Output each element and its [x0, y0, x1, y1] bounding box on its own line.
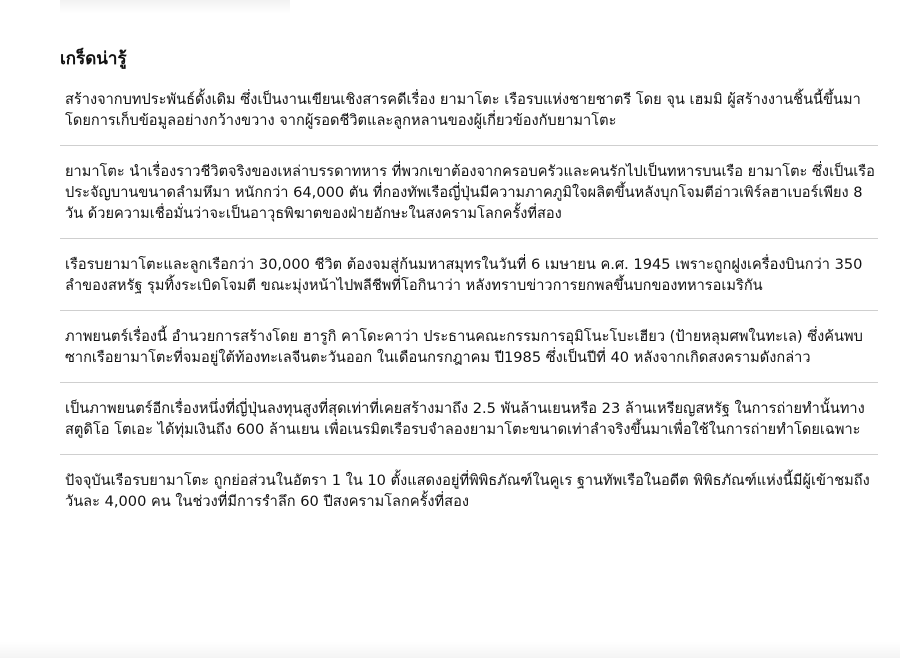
trivia-text: เรือรบยามาโตะและลูกเรือกว่า 30,000 ชีวิต ต้องจมสู่ก้นมหาสมุทรในวันที่ 6 เมษายน ค.ศ. 1945 เพราะถูกฝูงเครื่องบินกว่า 350 ลำของสหรัฐ รุมทิ้งระเบิดโจมตี ขณะมุ่งหน้าไปพลีชีพที่โอกินาว่า หลังทราบข่าวการยกพลขึ้นบกของทหารอเมริกัน [65, 256, 863, 294]
trivia-item [60, 463, 878, 526]
trivia-item [60, 391, 878, 455]
trivia-item [60, 319, 878, 383]
bottom-fade [0, 642, 900, 658]
trivia-text: ยามาโตะ นำเรื่องราวชีวิตจริงของเหล่าบรรดาทหาร ที่พวกเขาต้องจากครอบครัวและคนรักไปเป็นทหารบนเรือ ยามาโตะ ซึ่งเป็นเรือประจัญบานขนาดลำมหึมา หนักกว่า 64,000 ตัน ที่กองทัพเรือญี่ปุ่นมีความภาคภูมิใจผลิตขึ้นหลังบุกโจมตีอ่าวเพิร์ลฮาเบอร์เพียง 8 วัน ด้วยความเชื่อมั่นว่าจะเป็นอาวุธพิฆาตของฝ่ายอักษะในสงครามโลกครั้งที่สอง [65, 163, 875, 222]
section-heading: เกร็ดน่ารู้ [60, 49, 127, 69]
trivia-text: สร้างจากบทประพันธ์ดั้งเดิม ซึ่งเป็นงานเขียนเชิงสารคดีเรื่อง ยามาโตะ เรือรบแห่งชายชาตรี โดย จุน เฮมมิ ผู้สร้างงานชิ้นนี้ขึ้นมาโดยการเก็บข้อมูลอย่างกว้างขวาง จากผู้รอดชีวิตและลูกหลานของผู้เกี่ยวข้องกับยามาโตะ [65, 91, 861, 129]
trivia-item [60, 154, 878, 239]
trivia-text: เป็นภาพยนตร์อีกเรื่องหนึ่งที่ญี่ปุ่นลงทุนสูงที่สุดเท่าที่เคยสร้างมาถึง 2.5 พันล้านเยนหรือ 23 ล้านเหรียญสหรัฐ ในการถ่ายทำนั้นทางสตูดิโอ โตเอะ ได้ทุ่มเงินถึง 600 ล้านเยน เพื่อเนรมิตเรือรบจำลองยามาโตะขนาดเท่าลำจริงขึ้นมาเพื่อใช้ในการถ่ายทำโดยเฉพาะ [65, 400, 865, 438]
trivia-list [60, 82, 878, 534]
top-fade [60, 0, 290, 14]
trivia-item [60, 82, 878, 146]
trivia-text: ภาพยนตร์เรื่องนี้ อำนวยการสร้างโดย ฮารูกิ คาโดะคาว่า ประธานคณะกรรมการอุมิโนะโบะเฮียว (ป้ายหลุมศพในทะเล) ซึ่งค้นพบซากเรือยามาโตะที่จมอยู่ใต้ท้องทะเลจีนตะวันออก ในเดือนกรกฎาคม ปี1985 ซึ่งเป็นปีที่ 40 หลังจากเกิดสงครามดังกล่าว [65, 328, 863, 366]
trivia-item [60, 247, 878, 311]
trivia-text: ปัจจุบันเรือรบยามาโตะ ถูกย่อส่วนในอัตรา 1 ใน 10 ตั้งแสดงอยู่ที่พิพิธภัณฑ์ในคูเร ฐานทัพเรือในอดีต พิพิธภัณฑ์แห่งนี้มีผู้เข้าชมถึงวันละ 4,000 คน ในช่วงที่มีการรำลึก 60 ปีสงครามโลกครั้งที่สอง [65, 472, 870, 510]
